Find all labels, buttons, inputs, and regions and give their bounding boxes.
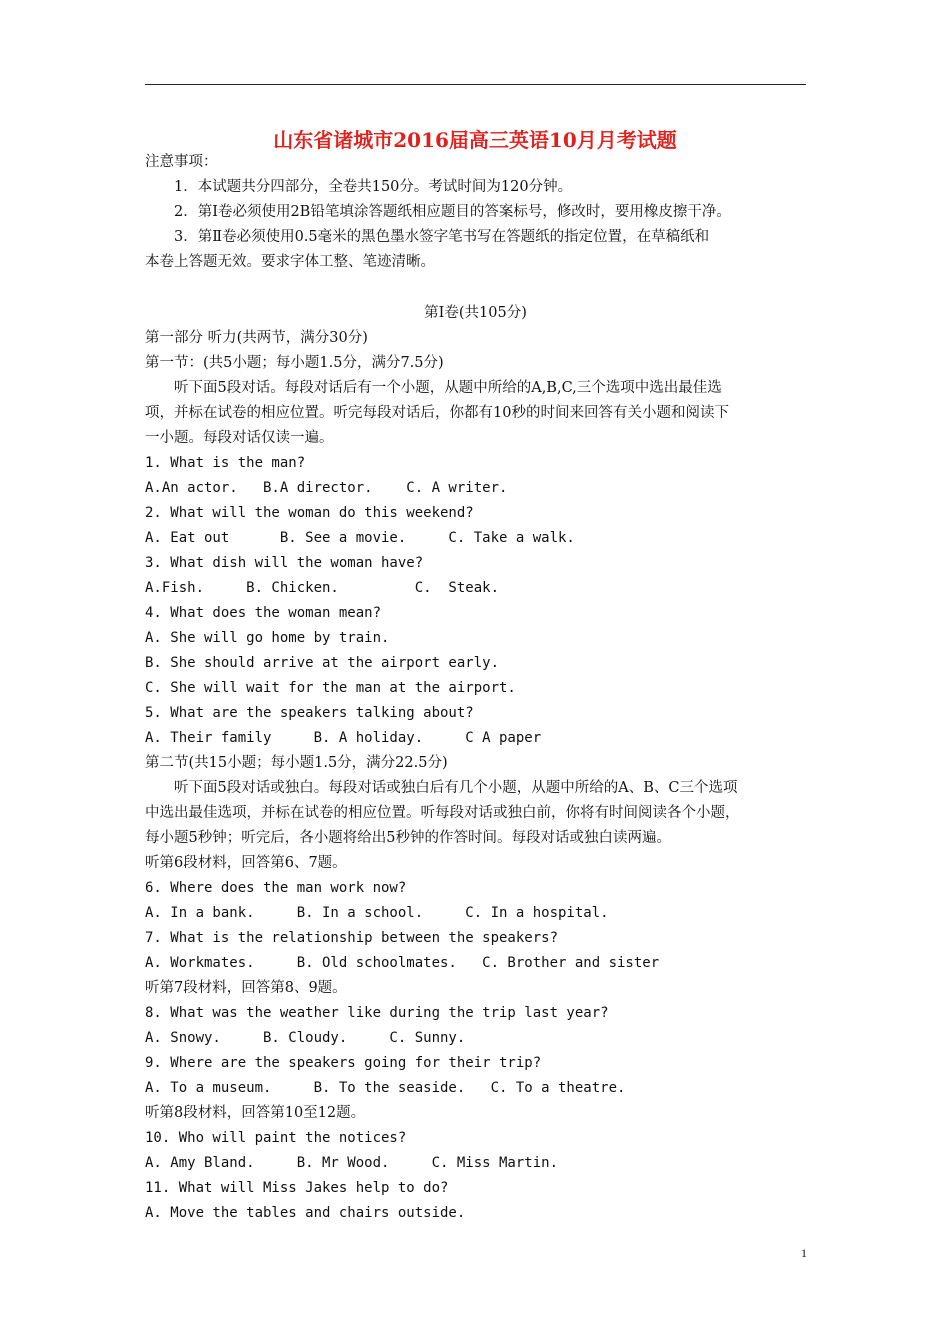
question-line: A. Workmates. B. Old schoolmates. C. Brother and sister [145,955,660,971]
section2-heading: 第二节(共15小题；每小题1.5分，满分22.5分) [145,755,448,771]
question-line: 9. Where are the speakers going for their trip? [145,1055,542,1071]
notice-item-1: 1．本试题共分四部分，全卷共150分。考试时间为120分钟。 [174,179,573,195]
question-line: 7. What is the relationship between the speakers? [145,930,559,946]
question-line: C. She will wait for the man at the airport. [145,680,516,696]
section2-instructions-1: 听下面5段对话或独白。每段对话或独白后有几个小题，从题中所给的A、B、C三个选项 [174,780,738,796]
question-line: 2. What will the woman do this weekend? [145,505,474,521]
section2-instructions-2: 中选出最佳选项，并标在试卷的相应位置。听每段对话或独白前，你将有时间阅读各个小题， [145,805,740,821]
document-body [145,150,806,1226]
section2-instructions-3: 每小题5秒钟；听完后，各小题将给出5秒钟的作答时间。每段对话或独白读两遍。 [145,830,671,846]
question-line: A. In a bank. B. In a school. C. In a hospital. [145,905,609,921]
notice-item-3-cont: 本卷上答题无效。要求字体工整、笔迹清晰。 [145,254,435,270]
question-line: 8. What was the weather like during the trip last year? [145,1005,609,1021]
question-line: A. To a museum. B. To the seaside. C. To a theatre. [145,1080,626,1096]
question-line: 4. What does the woman mean? [145,605,382,621]
question-line: A.Fish. B. Chicken. C. Steak. [145,580,500,596]
question-line: 10. Who will paint the notices? [145,1130,407,1146]
question-line: 5. What are the speakers talking about? [145,705,474,721]
question-line: A. Move the tables and chairs outside. [145,1205,466,1221]
page-number: 1 [801,1246,807,1260]
question-line: 11. What will Miss Jakes help to do? [145,1180,449,1196]
notice-heading: 注意事项： [145,154,218,170]
question-line: 1. What is the man? [145,455,306,471]
question-line: B. She should arrive at the airport early. [145,655,500,671]
question-line: A. Eat out B. See a movie. C. Take a walk. [145,530,575,546]
question-line: A. Their family B. A holiday. C A paper [145,730,542,746]
material-heading: 听第8段材料，回答第10至12题。 [145,1105,366,1121]
header-rule [145,84,806,85]
section1-instructions-3: 一小题。每段对话仅读一遍。 [145,430,334,446]
section1-instructions-2: 项，并标在试卷的相应位置。听完每段对话后，你都有10秒的时间来回答有关小题和阅读下 [145,405,729,421]
question-line: A.An actor. B.A director. C. A writer. [145,480,508,496]
section1-heading: 第一节：(共5小题；每小题1.5分，满分7.5分) [145,355,444,371]
question-line: A. Amy Bland. B. Mr Wood. C. Miss Martin. [145,1155,559,1171]
question-line: 6. Where does the man work now? [145,880,407,896]
part1-heading: 第一部分 听力(共两节，满分30分) [145,330,368,346]
section1-questions [145,451,806,751]
question-line: A. Snowy. B. Cloudy. C. Sunny. [145,1030,466,1046]
notice-item-2: 2．第Ⅰ卷必须使用2B铅笔填涂答题纸相应题目的答案标号，修改时，要用橡皮擦干净。 [174,204,731,220]
material-heading: 听第7段材料，回答第8、9题。 [145,980,347,996]
question-line: 3. What dish will the woman have? [145,555,424,571]
section2-questions [145,851,806,1226]
document-title: 山东省诸城市2016届高三英语10月月考试题 [273,128,677,152]
material-heading: 听第6段材料，回答第6、7题。 [145,855,347,871]
section1-instructions-1: 听下面5段对话。每段对话后有一个小题，从题中所给的A,B,C,三个选项中选出最佳选 [174,380,722,396]
notice-item-3: 3．第Ⅱ卷必须使用0.5毫米的黑色墨水签字笔书写在答题纸的指定位置，在草稿纸和 [174,229,710,245]
question-line: A. She will go home by train. [145,630,390,646]
volume-heading: 第Ⅰ卷(共105分) [424,305,527,321]
